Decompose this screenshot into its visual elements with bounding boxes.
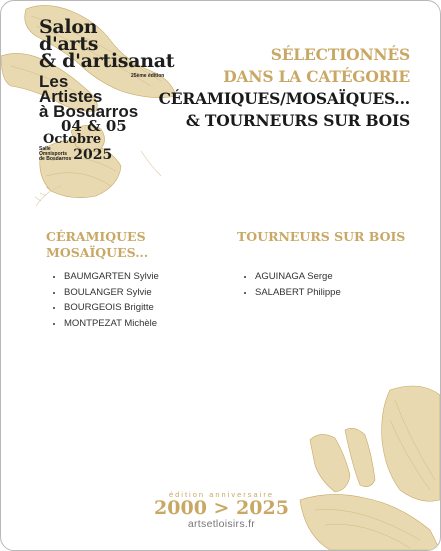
headline-line-4: & TOURNEURS SUR BOIS — [185, 111, 410, 130]
woodturners-artist-list — [237, 269, 405, 300]
list-item: • BOURGEOIS Brigitte — [64, 300, 159, 316]
headline-line-2: DANS LA CATÉGORIE — [223, 67, 410, 86]
list-item: • MONTPEZAT Michèle — [64, 316, 159, 332]
list-item: • SALABERT Philippe — [255, 285, 405, 301]
logo-venue-1: Salle — [39, 146, 51, 152]
headline-line-1: SÉLECTIONNÉS — [270, 45, 410, 64]
anniversary-label: édition anniversaire — [168, 490, 275, 499]
ceramics-title — [46, 229, 159, 261]
list-item: • BAUMGARTEN Sylvie — [64, 269, 159, 285]
logo-edition: 25ème édition — [131, 73, 165, 79]
logo-line-salon: Salon — [39, 16, 98, 38]
list-item: • AGUINAGA Serge — [255, 269, 405, 285]
logo-venue-2: Omnisports — [39, 151, 68, 157]
logo-line-artistes: Artistes — [39, 87, 103, 106]
ceramics-artist-list — [46, 269, 159, 331]
list-item: • BOULANGER Sylvie — [64, 285, 159, 301]
selection-headline — [159, 44, 410, 132]
anniversary-years: 2000 > 2025 — [154, 497, 289, 519]
logo-year: 2025 — [73, 147, 113, 163]
website-link[interactable]: artsetloisirs.fr — [187, 518, 256, 530]
headline-line-3: CÉRAMIQUES/MOSAÏQUES... — [158, 89, 410, 108]
logo-venue-3: de Bosdarros — [39, 156, 72, 162]
ceramics-section — [46, 229, 159, 331]
ceramics-title-line-1: CÉRAMIQUES — [46, 229, 146, 244]
logo-line-arts: d'arts — [39, 33, 99, 55]
logo-line-les: Les — [39, 72, 69, 91]
logo-line-artisanat: & d'artisanat — [39, 50, 175, 72]
logo-dates: 04 & 05 — [61, 117, 127, 135]
logo-line-bosdarros: à Bosdarros — [39, 102, 139, 121]
woodturners-title: TOURNEURS SUR BOIS — [237, 229, 406, 244]
logo-month: Octobre — [43, 132, 102, 147]
ceramics-title-line-2: MOSAÏQUES... — [46, 245, 149, 260]
event-logo — [39, 16, 175, 163]
woodturners-section — [237, 229, 405, 300]
